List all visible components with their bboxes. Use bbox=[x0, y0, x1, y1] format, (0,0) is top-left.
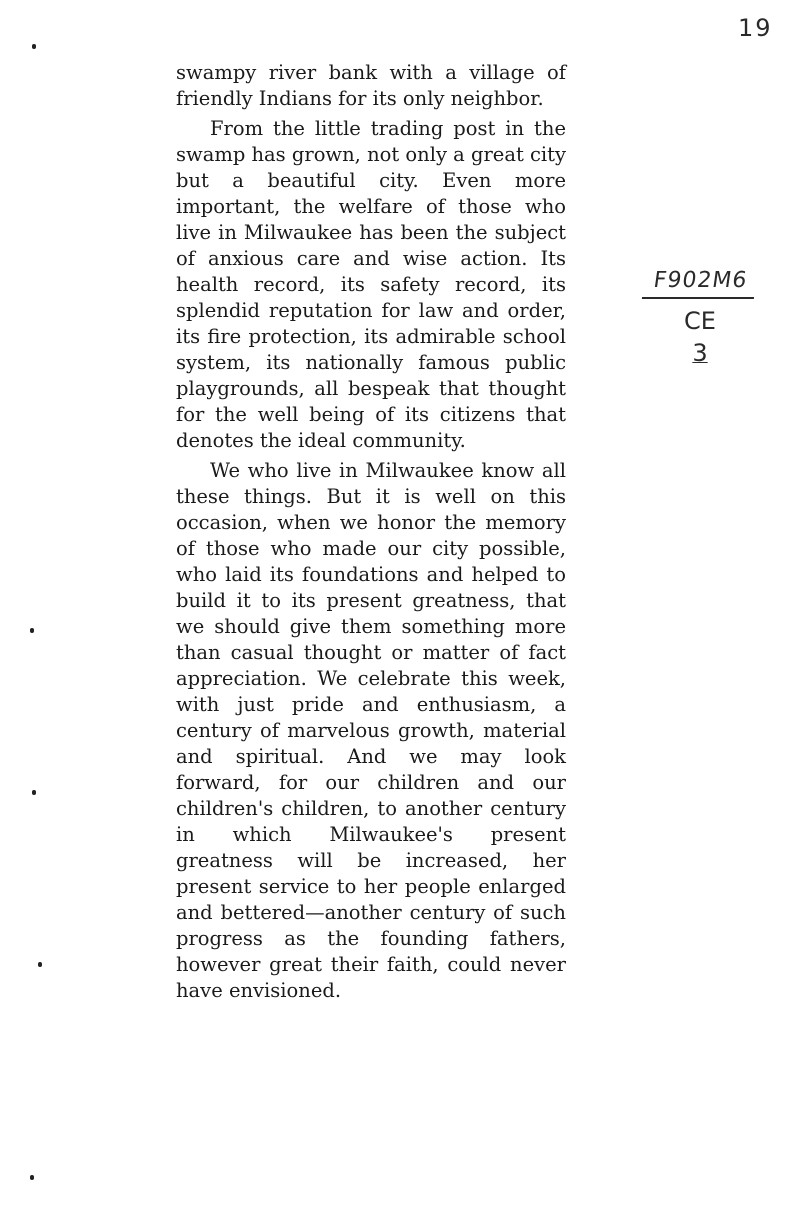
body-text bbox=[176, 60, 566, 1004]
margin-number: 3 bbox=[692, 339, 708, 367]
paragraph-we-who-live: We who live in Milwaukee know all these things. But it is well on this occasion, when we honor the memory of those who made our city possible, who laid its foundations and helped to build it to its present greatness, that we should give them something more than casual thought or matter of fact appreciation. We celebrate this week, with just pride and enthusiasm, a century of marvelous growth, material and spiritual. And we may look forward, for our children and our children's children, to another century in which Milwaukee's present greatness will be increased, her present service to her people enlarged and bettered—another century of such progress as the founding fathers, however great their faith, could never have envisioned. bbox=[176, 459, 566, 1002]
paragraph-trading-post: From the little trading post in the swamp has grown, not only a great city but a beautiful city. Even more important, the welfare of those who live in Milwaukee has been the subject of anxious care and wise action. Its health record, its safety record, its splendid reputation for law and order, its fire protection, its admirable school system, its nationally famous public playgrounds, all bespeak that thought for the well being of its citizens that denotes the ideal community. bbox=[176, 117, 566, 452]
binding-hole-mark bbox=[32, 44, 36, 49]
page-number: 19 bbox=[738, 14, 773, 42]
binding-hole-mark bbox=[30, 628, 34, 633]
binding-hole-mark bbox=[38, 962, 42, 967]
binding-hole-mark bbox=[32, 790, 36, 795]
handwritten-margin-note bbox=[630, 268, 770, 367]
margin-code: CE bbox=[684, 307, 716, 335]
binding-hole-mark bbox=[30, 1175, 34, 1180]
call-number: F902M6 bbox=[642, 268, 758, 299]
paragraph-continued: swampy river bank with a village of friendly Indians for its only neighbor. bbox=[176, 61, 566, 110]
